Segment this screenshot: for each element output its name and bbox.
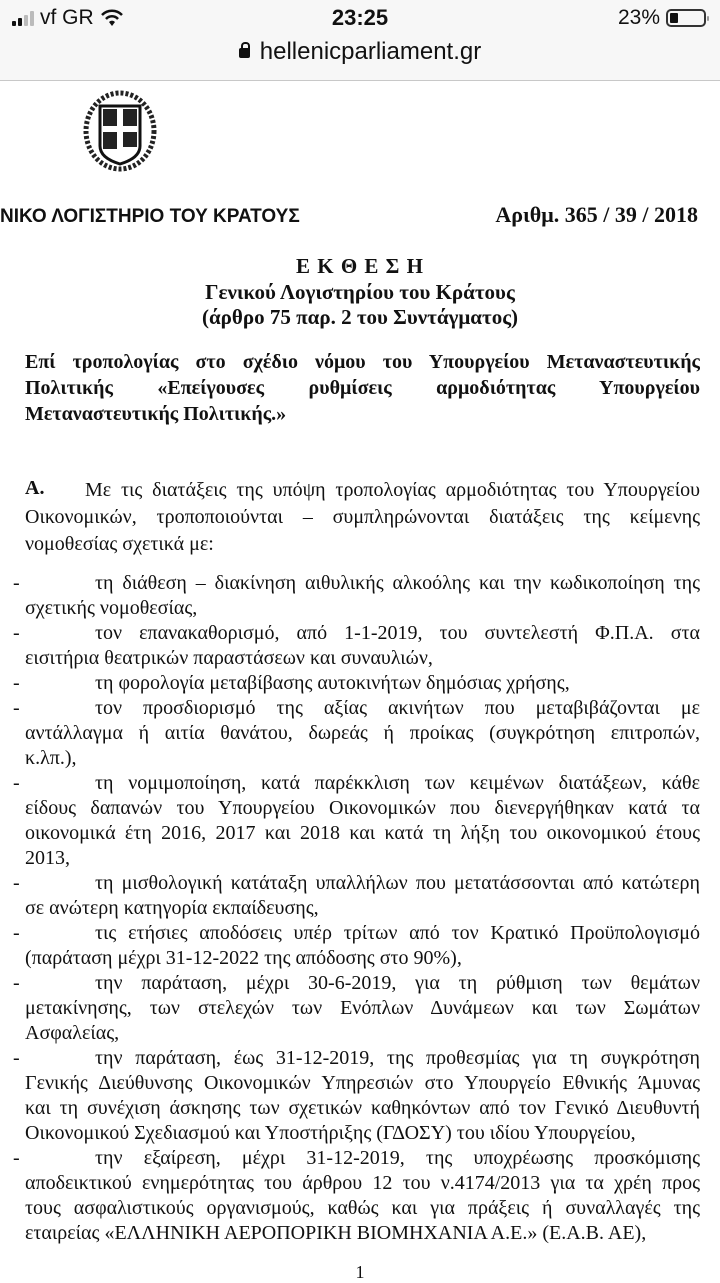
- list-item-line: τη νομιμοποίηση, κατά παρέκκλιση των κειμένων διατάξεων, κάθε: [95, 772, 700, 794]
- list-item-line: την εξαίρεση, μέχρι 31-12-2019, της υποχρέωσης προσκόμισης: [95, 1147, 700, 1169]
- document-article-ref: (άρθρο 75 παρ. 2 του Συντάγματος): [201, 305, 519, 329]
- list-item-line: την παράταση, έως 31-12-2019, της προθεσμίας για τη συγκρότηση: [95, 1047, 700, 1069]
- bullet-dash: -: [13, 1047, 20, 1069]
- subject-line: Επί τροπολογίας στο σχέδιο νόμου του Υπουργείου Μεταναστευτικής: [25, 351, 700, 373]
- list-item-line: τη διάθεση – διακίνηση αιθυλικής αλκοόλης και την κωδικοποίηση της: [95, 572, 700, 594]
- subject-line: Πολιτικής «Επείγουσες ρυθμίσεις αρμοδιότητας Υπουργείου: [25, 377, 700, 399]
- section-a-line: νομοθεσίας σχετικά με:: [25, 533, 214, 555]
- list-item-line: εισιτήρια θεατρικών παραστάσεων και συναυλιών,: [25, 647, 433, 669]
- list-item-line: τον προσδιορισμό της αξίας ακινήτων που μεταβιβάζονται με: [95, 697, 700, 719]
- list-item-line: την παράταση, μέχρι 30-6-2019, για τη ρύθμιση των θεμάτων: [95, 972, 700, 994]
- carrier-label: vf GR: [40, 6, 94, 29]
- list-item-line: και τη συνέχιση άσκησης των σχετικών καθηκόντων από τον Γενικό Διευθυντή: [25, 1097, 700, 1119]
- list-item-line: είδους δαπανών του Υπουργείου Οικονομικών που διενεργήθηκαν κατά τα: [25, 797, 700, 819]
- url-text: hellenicparliament.gr: [259, 38, 482, 65]
- document-subtitle: Γενικού Λογιστηρίου του Κράτους: [205, 280, 515, 304]
- coat-of-arms-icon: [80, 88, 160, 174]
- section-a-line: Με τις διατάξεις της υπόψη τροπολογίας αρμοδιότητας του Υπουργείου: [85, 479, 700, 501]
- subject-line: Μεταναστευτικής Πολιτικής.»: [25, 403, 287, 425]
- list-item-line: μετακίνησης, των στελεχών των Ενόπλων Δυνάμεων και των Σωμάτων: [25, 997, 700, 1019]
- list-item-line: (παράταση μέχρι 31-12-2022 της απόδοσης στο 90%),: [25, 947, 462, 969]
- bullet-dash: -: [13, 1147, 20, 1169]
- list-item-line: Οικονομικού Σχεδιασμού και Υποστήριξης (ΓΔΟΣΥ) του ιδίου Υπουργείου,: [25, 1122, 636, 1144]
- bullet-dash: -: [13, 572, 20, 594]
- list-item-line: σε ανώτερη κατηγορία εκπαίδευσης,: [25, 897, 319, 919]
- list-item-line: τις ετήσιες αποδόσεις υπέρ τρίτων από τον Κρατικό Προϋπολογισμό: [95, 922, 700, 944]
- list-item-line: οικονομικά έτη 2016, 2017 και 2018 και κατά τη λήξη του οικονομικού έτους: [25, 822, 700, 844]
- list-item-line: σχετικής νομοθεσίας,: [25, 597, 198, 619]
- list-item-line: τη μισθολογική κατάταξη υπαλλήλων που μετατάσσονται από κατώτερη: [95, 872, 700, 894]
- list-item-line: αποδεικτικού ενημερότητας του άρθρου 12 του ν.4174/2013 για τα χρέη προς: [25, 1172, 700, 1194]
- bullet-dash: -: [13, 697, 20, 719]
- battery-percent: 23%: [617, 6, 660, 29]
- list-item-line: Ασφαλείας,: [25, 1022, 120, 1044]
- list-item-line: τους ασφαλιστικούς οργανισμούς, καθώς και για πράξεις ή συναλλαγές της: [25, 1197, 700, 1219]
- page-number: 1: [355, 1262, 365, 1282]
- list-item-line: κ.λπ.),: [25, 747, 77, 769]
- section-a-line: Οικονομικών, τροποποιούνται – συμπληρώνονται διατάξεις της κείμενης: [25, 506, 700, 528]
- list-item-line: 2013,: [25, 847, 70, 869]
- bullet-dash: -: [13, 872, 20, 894]
- list-item-line: Γενικής Διεύθυνσης Οικονομικών Υπηρεσιών στο Υπουργείο Εθνικής Άμυνας: [25, 1072, 700, 1094]
- lock-icon: [239, 48, 250, 58]
- list-item-line: τον επανακαθορισμό, από 1-1-2019, του συντελεστή Φ.Π.Α. στα: [95, 622, 700, 644]
- section-label: Α.: [25, 477, 45, 499]
- document-number: Αριθμ. 365 / 39 / 2018: [495, 202, 698, 227]
- issuer-heading: ΝΙΚΟ ΛΟΓΙΣΤΗΡΙΟ ΤΟΥ ΚΡΑΤΟΥΣ: [0, 206, 300, 227]
- list-item-line: αντάλλαγμα ή αιτία θανάτου, δωρεάς ή προίκας (συγκρότηση επιτροπών,: [25, 722, 700, 744]
- url-bar[interactable]: [0, 38, 720, 66]
- status-right: [618, 6, 706, 30]
- bullet-dash: -: [13, 622, 20, 644]
- list-item-line: εταιρείας «ΕΛΛΗΝΙΚΗ ΑΕΡΟΠΟΡΙΚΗ ΒΙΟΜΗΧΑΝΙΑ Α.Ε.» (Ε.Α.Β. ΑΕ),: [25, 1222, 647, 1244]
- bullet-dash: -: [13, 922, 20, 944]
- document-title: Ε Κ Θ Ε Σ Η: [296, 254, 424, 278]
- battery-fill: [670, 13, 678, 23]
- bullet-dash: -: [13, 972, 20, 994]
- bullet-dash: -: [13, 672, 20, 694]
- clock: 23:25: [331, 5, 389, 30]
- status-bar: [0, 0, 720, 81]
- bullet-dash: -: [13, 772, 20, 794]
- battery-icon: [666, 9, 706, 27]
- list-item-line: τη φορολογία μεταβίβασης αυτοκινήτων δημόσιας χρήσης,: [95, 672, 570, 694]
